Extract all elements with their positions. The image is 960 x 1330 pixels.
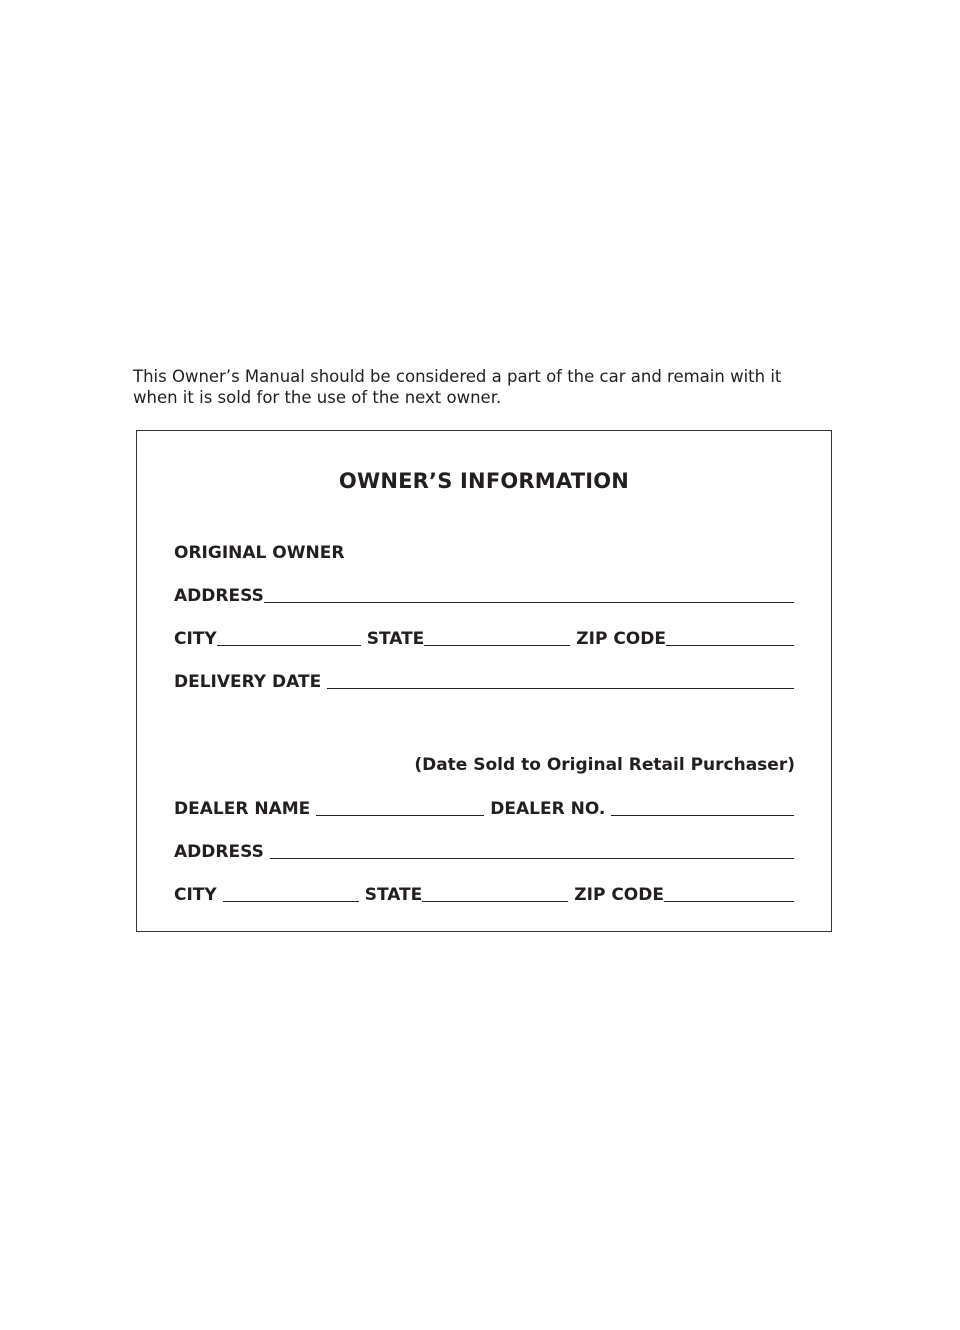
owner-city-row — [174, 625, 794, 649]
owner-state-label: STATE — [366, 629, 425, 649]
delivery-date-field[interactable] — [327, 688, 794, 689]
dealer-city-label: CITY — [174, 885, 217, 905]
dealer-name-field[interactable] — [316, 815, 484, 816]
owners-information-form — [136, 430, 832, 932]
dealer-no-field[interactable] — [611, 815, 794, 816]
dealer-address-row — [174, 838, 794, 862]
dealer-name-row — [174, 795, 794, 819]
dealer-name-label: DEALER NAME — [174, 799, 311, 819]
dealer-zip-label: ZIP CODE — [574, 885, 664, 905]
dealer-state-field[interactable] — [422, 901, 568, 902]
owner-address-field[interactable] — [264, 602, 794, 603]
original-owner-row — [174, 539, 794, 563]
dealer-city-row — [174, 881, 794, 905]
owner-city-field[interactable] — [217, 645, 361, 646]
delivery-date-row — [174, 668, 794, 692]
dealer-address-label: ADDRESS — [174, 842, 264, 862]
dealer-address-field[interactable] — [270, 858, 794, 859]
owner-address-row — [174, 582, 794, 606]
owner-zip-field[interactable] — [666, 645, 794, 646]
owner-address-label: ADDRESS — [174, 586, 264, 606]
intro-line-2: when it is sold for the use of the next owner. — [133, 388, 502, 407]
original-owner-label: ORIGINAL OWNER — [174, 543, 345, 563]
dealer-city-field[interactable] — [223, 901, 359, 902]
intro-paragraph — [133, 366, 853, 408]
owner-city-label: CITY — [174, 629, 217, 649]
dealer-state-label: STATE — [364, 885, 423, 905]
dealer-no-label: DEALER NO. — [490, 799, 606, 819]
owner-state-field[interactable] — [424, 645, 570, 646]
delivery-date-label: DELIVERY DATE — [174, 672, 322, 692]
dealer-zip-field[interactable] — [664, 901, 794, 902]
intro-line-1: This Owner’s Manual should be considered a part of the car and remain with it — [133, 367, 782, 386]
form-title: OWNER’S INFORMATION — [338, 469, 630, 493]
owner-zip-label: ZIP CODE — [576, 629, 666, 649]
delivery-date-note: (Date Sold to Original Retail Purchaser) — [414, 755, 795, 775]
